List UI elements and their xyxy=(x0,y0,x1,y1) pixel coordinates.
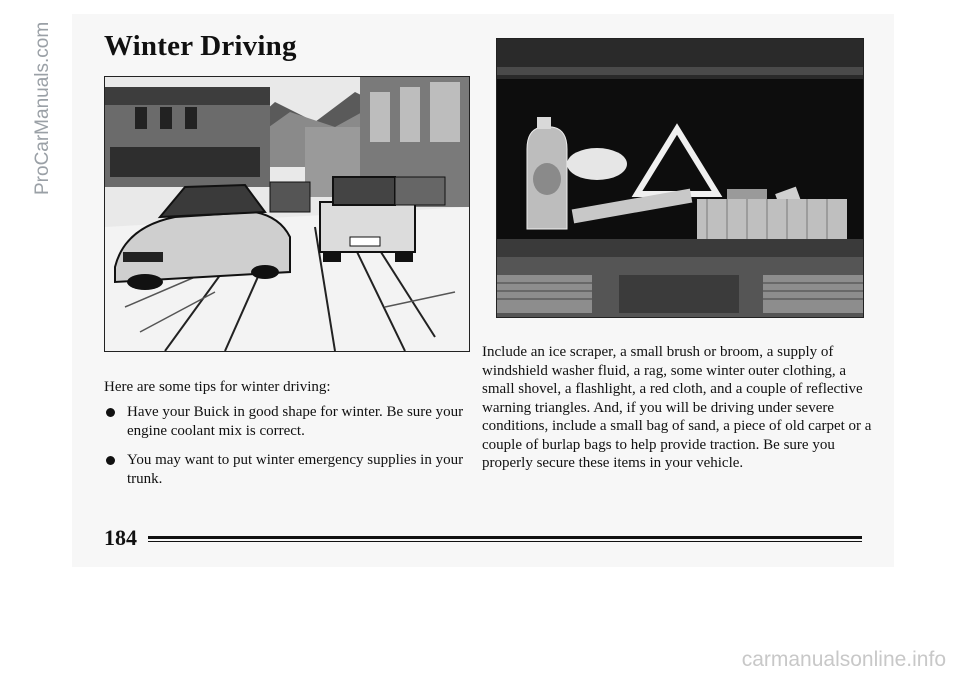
supplies-paragraph: Include an ice scraper, a small brush or broom, a supply of windshield washer fluid, a rag, some winter outer clothing, a small shovel, a flashlight, a red cloth, and a couple of reflective warning triangles. And, if you will be driving under severe conditions, include a small bag of sand, a piece of old carpet or a couple of burlap bags to help provide traction. Be sure you properly secure these items in your vehicle. xyxy=(482,344,872,471)
list-item xyxy=(104,451,474,489)
list-item xyxy=(104,403,474,441)
site-watermark: ProCarManuals.com xyxy=(32,21,53,195)
list-item-text: You may want to put winter emergency supplies in your trunk. xyxy=(127,452,464,487)
page-number: 184 xyxy=(104,525,137,550)
tips-intro: Here are some tips for winter driving: xyxy=(104,379,331,395)
page-title: Winter Driving xyxy=(104,30,297,62)
footer-rule-thin xyxy=(148,541,862,542)
winter-street-illustration xyxy=(104,76,470,352)
footer-rule-thick xyxy=(148,536,862,539)
list-item-text: Have your Buick in good shape for winter. Be sure your engine coolant mix is correct. xyxy=(127,404,464,439)
bullet-icon xyxy=(106,408,115,417)
trunk-supplies-photo xyxy=(496,38,864,318)
site-footer-watermark: carmanualsonline.info xyxy=(741,648,946,671)
tips-list xyxy=(104,403,474,499)
bullet-icon xyxy=(106,456,115,465)
